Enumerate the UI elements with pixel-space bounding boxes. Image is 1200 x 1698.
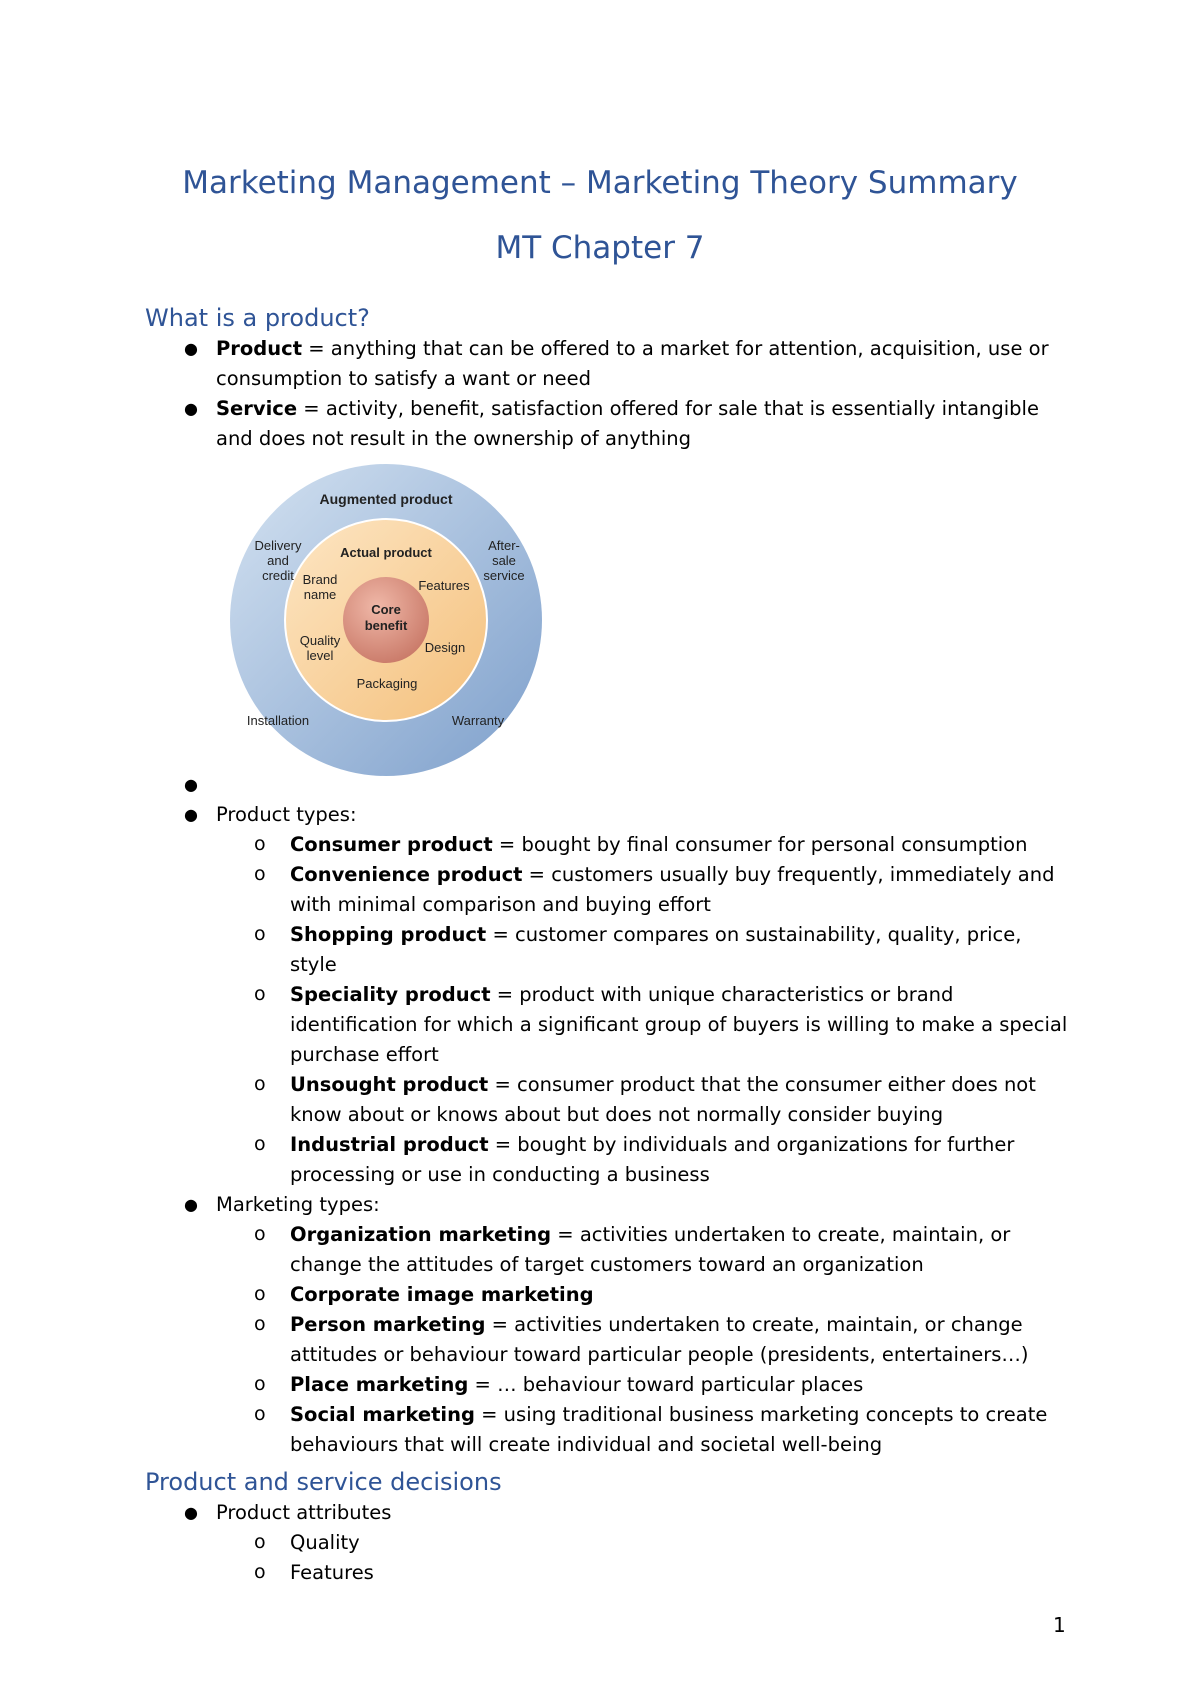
bullet-icon: ● — [184, 399, 198, 418]
product-types-label: Product types: — [216, 803, 357, 826]
circle-bullet-icon: o — [254, 1403, 266, 1425]
term: Industrial product — [290, 1133, 489, 1156]
circle-bullet-icon: o — [254, 1283, 266, 1305]
brand-label-1: Brand — [302, 572, 338, 587]
circle-bullet-icon: o — [254, 923, 266, 945]
list-item — [0, 860, 1070, 920]
aftersale-label-3: service — [483, 568, 525, 583]
term: Shopping product — [290, 923, 487, 946]
list-item — [0, 1528, 1070, 1558]
bullet-icon: ● — [184, 805, 198, 824]
actual-product-label: Actual product — [340, 545, 432, 560]
circle-bullet-icon: o — [254, 1531, 266, 1553]
list-item — [0, 1370, 1070, 1400]
bullet-icon: ● — [184, 1503, 198, 1522]
term: Product — [216, 337, 303, 360]
circle-bullet-icon: o — [254, 1561, 266, 1583]
definition: = activities undertaken to create, maintain, or change attitudes or behaviour toward particular people (presidents, entertainers…) — [290, 1313, 1029, 1366]
term: Corporate image marketing — [290, 1283, 594, 1306]
delivery-label-3: credit — [262, 568, 294, 583]
definition: = activities undertaken to create, maintain, or change the attitudes of target customers toward an organization — [290, 1223, 1011, 1276]
circle-bullet-icon: o — [254, 1373, 266, 1395]
bullet-icon: ● — [184, 339, 198, 358]
list-item-empty — [0, 770, 1076, 800]
design-label: Design — [424, 640, 466, 655]
quality-label-2: level — [306, 648, 334, 663]
list-item-product-types — [0, 800, 1076, 1190]
circle-bullet-icon: o — [254, 1313, 266, 1335]
definition: = activity, benefit, satisfaction offered for sale that is essentially intangible and does not result in the ownership of anything — [216, 397, 1039, 450]
list-item — [0, 920, 1070, 980]
decisions-list — [0, 1498, 1200, 1588]
list-item — [0, 1220, 1070, 1280]
bullet-icon: ● — [184, 1195, 198, 1214]
circle-bullet-icon: o — [254, 1073, 266, 1095]
definition: = product with unique characteristics or brand identification for which a significant group of buyers is willing to make a special purchase effort — [290, 983, 1068, 1066]
term: Organization marketing — [290, 1223, 552, 1246]
definition: = consumer product that the consumer either does not know about or knows about but does not normally consider buying — [290, 1073, 1036, 1126]
delivery-label-1: Delivery — [254, 538, 302, 553]
installation-label: Installation — [246, 713, 310, 728]
attribute: Quality — [290, 1531, 360, 1554]
definition: = using traditional business marketing concepts to create behaviours that will create individual and societal well-being — [290, 1403, 1048, 1456]
circle-bullet-icon: o — [254, 1223, 266, 1245]
definition: = customer compares on sustainability, quality, price, style — [290, 923, 1022, 976]
list-item-product-attributes — [0, 1498, 1076, 1588]
circle-bullet-icon: o — [254, 863, 266, 885]
term: Social marketing — [290, 1403, 475, 1426]
aftersale-label-1: After- — [488, 538, 520, 553]
definition-list — [0, 334, 1200, 454]
term: Speciality product — [290, 983, 491, 1006]
document-title: Marketing Management – Marketing Theory Summary — [182, 165, 1018, 201]
attribute: Features — [290, 1561, 374, 1584]
list-item-marketing-types — [0, 1190, 1076, 1460]
definition: = bought by individuals and organizations for further processing or use in conducting a business — [290, 1133, 1015, 1186]
aftersale-label-2: sale — [492, 553, 516, 568]
circle-bullet-icon: o — [254, 1133, 266, 1155]
list-item — [0, 1280, 1070, 1310]
term: Convenience product — [290, 863, 523, 886]
section-heading-decisions: Product and service decisions — [145, 1468, 502, 1496]
section-heading-product: What is a product? — [145, 304, 370, 332]
product-levels-diagram — [228, 462, 548, 782]
list-item — [0, 830, 1070, 860]
types-list — [0, 770, 1200, 1460]
warranty-label: Warranty — [451, 713, 505, 728]
core-label-1: Core — [371, 602, 401, 617]
brand-label-2: name — [303, 587, 337, 602]
marketing-types-label: Marketing types: — [216, 1193, 380, 1216]
core-label-2: benefit — [364, 618, 408, 633]
circle-bullet-icon: o — [254, 833, 266, 855]
list-item — [0, 394, 1076, 454]
list-item — [0, 980, 1070, 1070]
list-item — [0, 1310, 1070, 1370]
list-item — [0, 1070, 1070, 1130]
list-item — [0, 1130, 1070, 1190]
term: Place marketing — [290, 1373, 469, 1396]
packaging-label: Packaging — [356, 676, 418, 691]
term: Consumer product — [290, 833, 493, 856]
circle-bullet-icon: o — [254, 983, 266, 1005]
features-label: Features — [418, 578, 470, 593]
delivery-label-2: and — [267, 553, 289, 568]
list-item — [0, 1400, 1070, 1460]
page-number: 1 — [1053, 1613, 1066, 1637]
list-item — [0, 1558, 1070, 1588]
bullet-icon: ● — [184, 775, 198, 794]
product-attributes-label: Product attributes — [216, 1501, 392, 1524]
definition: = bought by final consumer for personal consumption — [492, 833, 1028, 856]
augmented-product-label: Augmented product — [319, 491, 453, 507]
term: Service — [216, 397, 298, 420]
list-item — [0, 334, 1076, 394]
definition: = anything that can be offered to a market for attention, acquisition, use or consumption to satisfy a want or need — [216, 337, 1049, 390]
quality-label-1: Quality — [299, 633, 341, 648]
term: Person marketing — [290, 1313, 486, 1336]
term: Unsought product — [290, 1073, 489, 1096]
definition: = … behaviour toward particular places — [468, 1373, 864, 1396]
definition: = customers usually buy frequently, immediately and with minimal comparison and buying effort — [290, 863, 1055, 916]
chapter-title: MT Chapter 7 — [495, 230, 705, 266]
